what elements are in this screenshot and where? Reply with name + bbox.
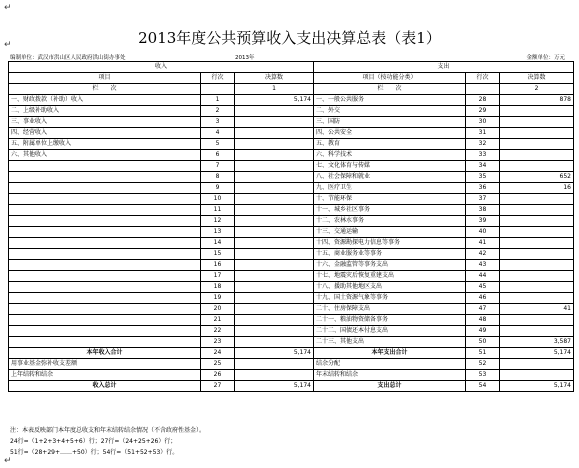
income-row-number: 1 — [201, 95, 235, 106]
expense-row-number: 42 — [466, 249, 500, 260]
income-row-number: 14 — [201, 238, 235, 249]
expense-amount — [500, 282, 574, 293]
expense-amount — [500, 150, 574, 161]
income-amount — [235, 249, 314, 260]
income-amount: 5,174 — [235, 381, 314, 392]
expense-item: 十七、地震灾后恢复重建支出 — [314, 271, 466, 282]
column-label: 栏 次 — [314, 84, 466, 95]
expense-item: 年末结转和结余 — [314, 370, 466, 381]
expense-item: 支出总计 — [314, 381, 466, 392]
expense-amount — [500, 326, 574, 337]
income-item: 收入总计 — [9, 381, 201, 392]
expense-row-number: 50 — [466, 337, 500, 348]
expense-item: 十六、金融监管等事务支出 — [314, 260, 466, 271]
income-amount — [235, 117, 314, 128]
expense-row-number: 47 — [466, 304, 500, 315]
expense-item: 七、文化体育与传媒 — [314, 161, 466, 172]
income-row-number: 22 — [201, 326, 235, 337]
table-title: 2013年度公共预算收入支出决算总表（表1） — [138, 29, 441, 47]
income-item: 六、其他收入 — [9, 150, 201, 161]
column-number-2: 2 — [500, 84, 574, 95]
income-item — [9, 337, 201, 348]
expense-row-number: 29 — [466, 106, 500, 117]
income-item — [9, 304, 201, 315]
expense-amount: 878 — [500, 95, 574, 106]
expense-amount — [500, 139, 574, 150]
expense-amount: 5,174 — [500, 381, 574, 392]
table-row — [9, 194, 574, 205]
paragraph-mark: ↵ — [4, 3, 12, 13]
expense-row-number: 54 — [466, 381, 500, 392]
income-amount — [235, 304, 314, 315]
table-row — [9, 117, 574, 128]
expense-item: 二十二、国债还本付息支出 — [314, 326, 466, 337]
expense-row-number: 28 — [466, 95, 500, 106]
income-item — [9, 216, 201, 227]
compiling-unit: 编制单位：武汉市洪山区人民政府洪山街办事处 — [10, 55, 126, 61]
expense-amount — [500, 271, 574, 282]
expense-amount-header: 决算数 — [500, 73, 574, 84]
table-row — [9, 315, 574, 326]
income-item: 本年收入合计 — [9, 348, 201, 359]
income-item — [9, 238, 201, 249]
expense-item: 一、一般公共服务 — [314, 95, 466, 106]
expense-row-number: 34 — [466, 161, 500, 172]
income-row-number: 25 — [201, 359, 235, 370]
expense-item: 五、教育 — [314, 139, 466, 150]
expense-amount — [500, 293, 574, 304]
expense-item: 十八、援助其他地区支出 — [314, 282, 466, 293]
expense-row-number: 52 — [466, 359, 500, 370]
income-amount — [235, 139, 314, 150]
expense-item: 本年支出合计 — [314, 348, 466, 359]
income-amount — [235, 106, 314, 117]
income-item — [9, 205, 201, 216]
expense-item: 结余分配 — [314, 359, 466, 370]
table-row — [9, 205, 574, 216]
table-row — [9, 304, 574, 315]
table-row — [9, 381, 574, 392]
expense-row-number: 44 — [466, 271, 500, 282]
expense-row-number: 32 — [466, 139, 500, 150]
empty-cell — [201, 84, 235, 95]
expense-row-number: 33 — [466, 150, 500, 161]
expense-row-number: 46 — [466, 293, 500, 304]
income-amount: 5,174 — [235, 348, 314, 359]
income-item: 二、上级补助收入 — [9, 106, 201, 117]
income-item: 用事业基金弥补收支差额 — [9, 359, 201, 370]
income-amount-header: 决算数 — [235, 73, 314, 84]
income-item: 五、附属单位上缴收入 — [9, 139, 201, 150]
income-item — [9, 282, 201, 293]
income-row-number: 19 — [201, 293, 235, 304]
expense-item: 十三、交通运输 — [314, 227, 466, 238]
income-amount — [235, 150, 314, 161]
expense-item: 三、国防 — [314, 117, 466, 128]
income-row-number: 13 — [201, 227, 235, 238]
income-row-number: 27 — [201, 381, 235, 392]
expense-amount — [500, 161, 574, 172]
expense-amount — [500, 238, 574, 249]
expense-amount: 652 — [500, 172, 574, 183]
expense-amount — [500, 194, 574, 205]
expense-amount — [500, 359, 574, 370]
income-item — [9, 194, 201, 205]
expense-item: 四、公共安全 — [314, 128, 466, 139]
income-amount — [235, 227, 314, 238]
income-amount — [235, 370, 314, 381]
expense-amount — [500, 106, 574, 117]
expense-amount: 3,587 — [500, 337, 574, 348]
income-amount — [235, 205, 314, 216]
income-row-number: 6 — [201, 150, 235, 161]
table-row — [9, 183, 574, 194]
income-row-number: 24 — [201, 348, 235, 359]
expense-amount: 41 — [500, 304, 574, 315]
note-line: 24行=（1+2+3+4+5+6）行；27行=（24+25+26）行； — [10, 438, 177, 445]
table-row — [9, 370, 574, 381]
income-amount — [235, 293, 314, 304]
income-row-number: 3 — [201, 117, 235, 128]
table-row — [9, 139, 574, 150]
income-row-number: 15 — [201, 249, 235, 260]
income-item — [9, 227, 201, 238]
income-item — [9, 260, 201, 271]
income-item — [9, 249, 201, 260]
column-label: 栏 次 — [9, 84, 201, 95]
expense-item: 八、社会保障和就业 — [314, 172, 466, 183]
income-amount — [235, 260, 314, 271]
expense-row-number: 51 — [466, 348, 500, 359]
income-item — [9, 172, 201, 183]
table-row — [9, 227, 574, 238]
expense-item: 二十、住房保障支出 — [314, 304, 466, 315]
table-row — [9, 326, 574, 337]
expense-row-number: 40 — [466, 227, 500, 238]
income-amount — [235, 337, 314, 348]
table-row — [9, 238, 574, 249]
table-row — [9, 293, 574, 304]
expense-section-header: 支出 — [314, 62, 574, 73]
expense-item-header: 项目（按功能分类） — [314, 73, 466, 84]
expense-row-number: 45 — [466, 282, 500, 293]
expense-row-number: 31 — [466, 128, 500, 139]
income-section-header: 收入 — [9, 62, 314, 73]
income-row-number: 2 — [201, 106, 235, 117]
income-row-number: 16 — [201, 260, 235, 271]
income-rownum-header: 行次 — [201, 73, 235, 84]
income-row-number: 5 — [201, 139, 235, 150]
table-row — [9, 150, 574, 161]
income-item — [9, 183, 201, 194]
income-item: 一、财政拨款（补助）收入 — [9, 95, 201, 106]
income-amount: 5,174 — [235, 95, 314, 106]
expense-row-number: 37 — [466, 194, 500, 205]
expense-item: 六、科学技术 — [314, 150, 466, 161]
expense-row-number: 49 — [466, 326, 500, 337]
income-amount — [235, 172, 314, 183]
expense-amount — [500, 370, 574, 381]
income-row-number: 18 — [201, 282, 235, 293]
expense-item: 十、节能环保 — [314, 194, 466, 205]
amount-unit: 金额单位：万元 — [526, 55, 565, 61]
expense-rownum-header: 行次 — [466, 73, 500, 84]
expense-row-number: 53 — [466, 370, 500, 381]
income-amount — [235, 238, 314, 249]
income-item: 三、事业收入 — [9, 117, 201, 128]
expense-amount — [500, 128, 574, 139]
income-item: 上年结转和结余 — [9, 370, 201, 381]
income-row-number: 23 — [201, 337, 235, 348]
income-row-number: 26 — [201, 370, 235, 381]
report-year: 2013年 — [235, 55, 255, 61]
income-row-number: 12 — [201, 216, 235, 227]
income-amount — [235, 216, 314, 227]
note-line: 注：本表反映部门本年度总收支和年末结转结余情况（不含政府性基金）。 — [10, 427, 206, 434]
empty-cell — [466, 84, 500, 95]
expense-amount: 16 — [500, 183, 574, 194]
paragraph-mark: ↵ — [4, 456, 12, 466]
table-row — [9, 172, 574, 183]
expense-item: 十四、资源勘探电力信息等事务 — [314, 238, 466, 249]
table-row — [9, 216, 574, 227]
table-row — [9, 128, 574, 139]
income-amount — [235, 271, 314, 282]
income-item — [9, 326, 201, 337]
income-row-number: 9 — [201, 183, 235, 194]
expense-amount — [500, 117, 574, 128]
income-row-number: 4 — [201, 128, 235, 139]
table-row — [9, 161, 574, 172]
expense-amount — [500, 249, 574, 260]
income-item-header: 项目 — [9, 73, 201, 84]
income-row-number: 7 — [201, 161, 235, 172]
expense-row-number: 48 — [466, 315, 500, 326]
expense-item: 十五、商业服务业等事务 — [314, 249, 466, 260]
expense-item: 九、医疗卫生 — [314, 183, 466, 194]
table-row — [9, 95, 574, 106]
income-row-number: 8 — [201, 172, 235, 183]
income-amount — [235, 128, 314, 139]
expense-item: 二、外交 — [314, 106, 466, 117]
income-row-number: 21 — [201, 315, 235, 326]
income-item — [9, 161, 201, 172]
income-item — [9, 271, 201, 282]
table-row — [9, 282, 574, 293]
income-amount — [235, 315, 314, 326]
table-row — [9, 337, 574, 348]
paragraph-mark: ↵ — [4, 40, 12, 50]
budget-table — [8, 61, 574, 392]
note-line: 51行=（28+29+……+50）行；54行=（51+52+53）行。 — [10, 449, 179, 456]
expense-amount — [500, 205, 574, 216]
income-amount — [235, 326, 314, 337]
expense-amount — [500, 216, 574, 227]
column-number-1: 1 — [235, 84, 314, 95]
expense-row-number: 35 — [466, 172, 500, 183]
expense-item: 十一、城乡社区事务 — [314, 205, 466, 216]
income-row-number: 20 — [201, 304, 235, 315]
income-row-number: 11 — [201, 205, 235, 216]
table-row — [9, 106, 574, 117]
income-amount — [235, 194, 314, 205]
income-item — [9, 315, 201, 326]
income-amount — [235, 161, 314, 172]
table-row — [9, 249, 574, 260]
table-row — [9, 271, 574, 282]
income-row-number: 10 — [201, 194, 235, 205]
income-item — [9, 293, 201, 304]
income-item: 四、经营收入 — [9, 128, 201, 139]
expense-row-number: 41 — [466, 238, 500, 249]
expense-item: 十九、国土资源气象等事务 — [314, 293, 466, 304]
expense-amount — [500, 227, 574, 238]
expense-row-number: 39 — [466, 216, 500, 227]
table-row — [9, 260, 574, 271]
expense-amount — [500, 315, 574, 326]
expense-row-number: 36 — [466, 183, 500, 194]
expense-row-number: 38 — [466, 205, 500, 216]
expense-amount — [500, 260, 574, 271]
income-amount — [235, 183, 314, 194]
expense-item: 二十一、粮油物资储备事务 — [314, 315, 466, 326]
income-amount — [235, 359, 314, 370]
expense-row-number: 43 — [466, 260, 500, 271]
table-row — [9, 359, 574, 370]
expense-item: 十二、农林水事务 — [314, 216, 466, 227]
income-row-number: 17 — [201, 271, 235, 282]
expense-row-number: 30 — [466, 117, 500, 128]
income-amount — [235, 282, 314, 293]
expense-item: 二十三、其他支出 — [314, 337, 466, 348]
table-row — [9, 348, 574, 359]
expense-amount: 5,174 — [500, 348, 574, 359]
